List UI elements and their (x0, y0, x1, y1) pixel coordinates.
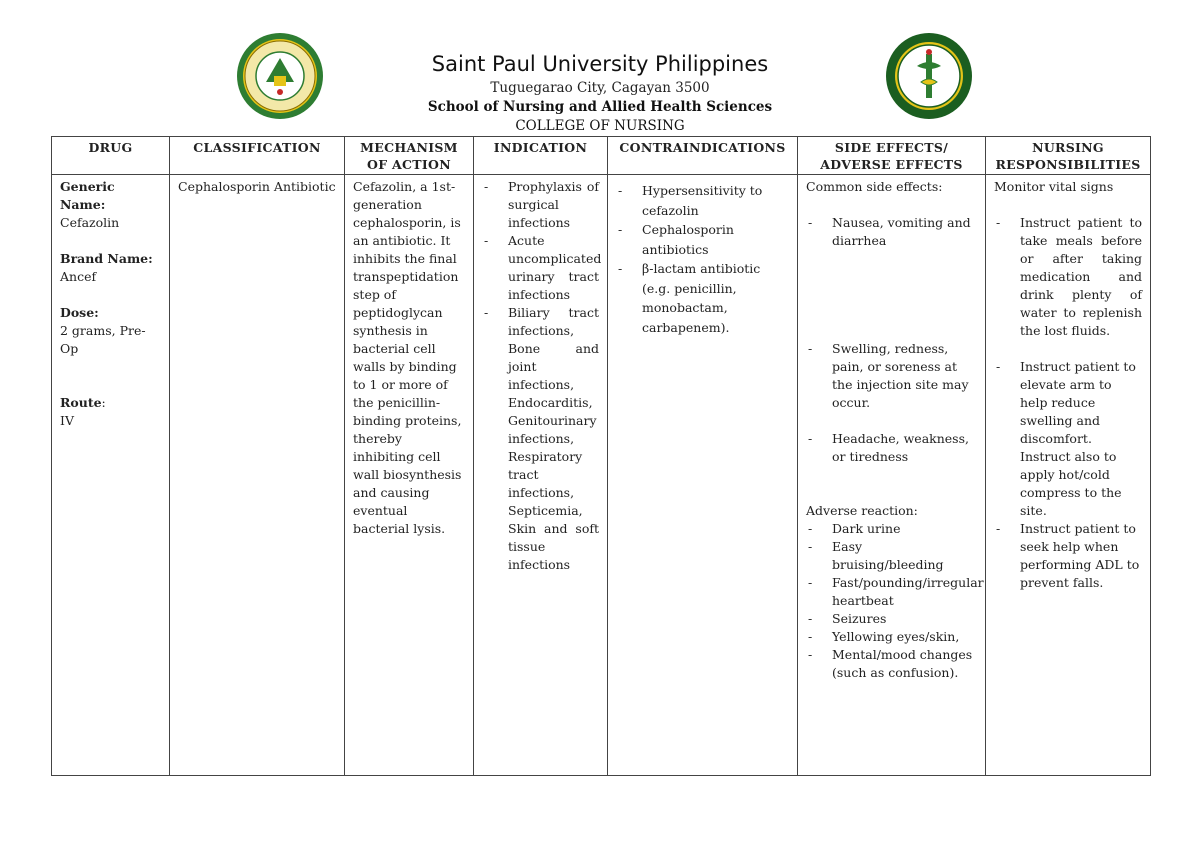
route-value: IV (60, 413, 74, 428)
indication-list (482, 178, 602, 574)
document-header (0, 0, 1200, 136)
column-header-indication: INDICATION (474, 137, 608, 175)
common-side-effects-label: Common side effects: (806, 179, 943, 194)
contraindications-cell (608, 175, 798, 776)
university-address: Tuguegarao City, Cagayan 3500 (490, 80, 710, 96)
mechanism-cell (345, 175, 474, 776)
table-row (52, 175, 1151, 776)
mechanism-text: Cefazolin, a 1st-generation cephalosporin, is an antibiotic. It inhibits the final transpeptidation step of peptidoglycan synthesis in bacterial cell walls by binding to 1 or more of the penicillin-binding proteins, thereby inhibiting cell wall biosynthesis and causing eventual bacterial lysis. (353, 179, 462, 536)
list-item: - Prophylaxis of surgical infections (482, 178, 599, 232)
list-item: - Fast/pounding/irregular heartbeat (806, 574, 977, 610)
list-item: - Headache, weakness, or tiredness (806, 430, 977, 484)
column-header-mechanism: MECHANISM OF ACTION (345, 137, 474, 175)
adverse-reaction-label: Adverse reaction: (806, 503, 918, 518)
classification-cell (170, 175, 345, 776)
generic-name-label: Generic Name: (60, 179, 115, 212)
list-item: - Cephalosporin antibiotics (616, 220, 789, 259)
brand-name-label: Brand Name: (60, 251, 153, 266)
classification-value: Cephalosporin Antibiotic (178, 179, 336, 194)
nursing-responsibilities-cell (986, 175, 1151, 776)
brand-name-value: Ancef (60, 269, 97, 284)
list-item: - Instruct patient to elevate arm to help reduce swelling and discomfort. Instruct also to apply hot/cold compress to the site. (994, 358, 1142, 520)
list-item: - Swelling, redness, pain, or soreness at the injection site may occur. (806, 340, 977, 430)
college-name: COLLEGE OF NURSING (515, 118, 685, 134)
list-item: - Instruct patient to take meals before or after taking medication and drink plenty of water to replenish the lost fluids. (994, 214, 1142, 358)
list-item: - Acute uncomplicated urinary tract infections (482, 232, 599, 304)
dose-value: 2 grams, Pre-Op (60, 323, 146, 356)
side-effects-cell (798, 175, 986, 776)
university-name: Saint Paul University Philippines (431, 52, 769, 76)
column-header-classification: CLASSIFICATION (170, 137, 345, 175)
column-header-nursing-responsibilities: NURSING RESPONSIBILITIES (986, 137, 1151, 175)
list-item: - Nausea, vomiting and diarrhea (806, 214, 977, 340)
monitor-vital-signs-text: Monitor vital signs (994, 179, 1114, 194)
column-header-drug: DRUG (52, 137, 170, 175)
column-header-contraindications: CONTRAINDICATIONS (608, 137, 798, 175)
list-item: - Biliary tract infections, Bone and joint infections, Endocarditis, Genitourinary infections, Respiratory tract infections, Septicemia, Skin and soft tissue infections (482, 304, 599, 574)
list-item: - Hypersensitivity to cefazolin (616, 181, 789, 220)
indication-cell (474, 175, 608, 776)
drug-study-table (51, 136, 1151, 776)
list-item: - Dark urine (806, 520, 977, 538)
column-header-side-effects: SIDE EFFECTS/ ADVERSE EFFECTS (798, 137, 986, 175)
table-header-row (52, 137, 1151, 175)
list-item: - Yellowing eyes/skin, (806, 628, 977, 646)
drug-cell (52, 175, 170, 776)
contraindication-list (616, 181, 789, 337)
school-name: School of Nursing and Allied Health Sciences (427, 99, 773, 115)
list-item: - β-lactam antibiotic (e.g. penicillin, monobactam, carbapenem). (616, 259, 789, 337)
generic-name-value: Cefazolin (60, 215, 120, 230)
route-colon: : (101, 395, 106, 410)
route-label: Route (60, 395, 102, 410)
list-item: - Seizures (806, 610, 977, 628)
list-item: - Instruct patient to seek help when performing ADL to prevent falls. (994, 520, 1142, 592)
common-side-effects-list (806, 214, 977, 484)
nursing-seal-logo (885, 32, 973, 120)
list-item: - Mental/mood changes (such as confusion). (806, 646, 977, 682)
dose-label: Dose: (60, 305, 99, 320)
nursing-responsibilities-list (994, 214, 1142, 592)
list-item: - Easy bruising/bleeding (806, 538, 977, 574)
adverse-reaction-list (806, 520, 984, 682)
